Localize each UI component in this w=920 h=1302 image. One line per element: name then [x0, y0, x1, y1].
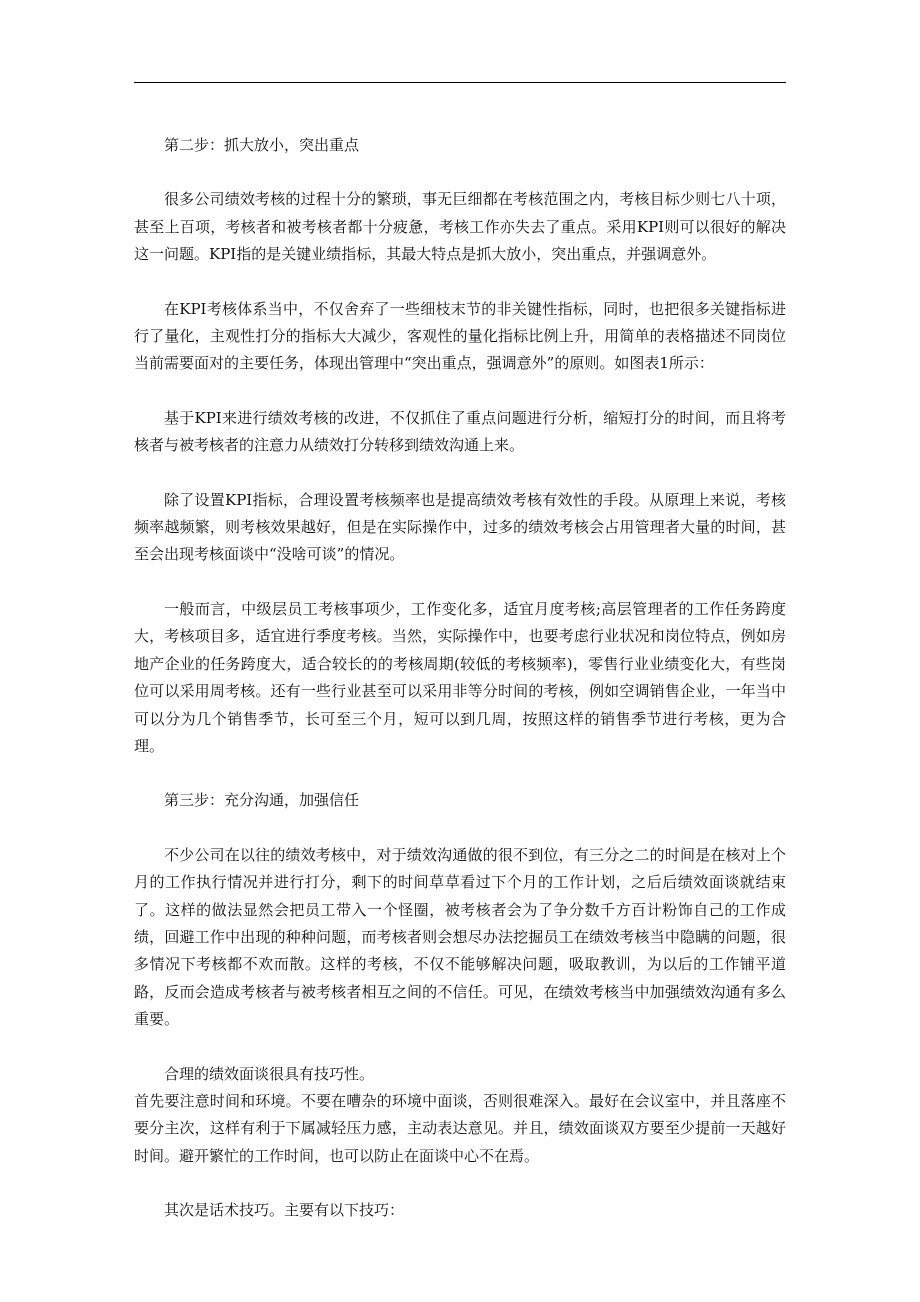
- paragraph: 在KPI考核体系当中，不仅舍弃了一些细枝末节的非关键性指标，同时，也把很多关键指标进行了量化，主观性打分的指标大大减少，客观性的量化指标比例上升，用简单的表格描述不同岗位当前需要面对的主要任务，体现出管理中“突出重点，强调意外”的原则。如图表1所示：: [134, 299, 786, 373]
- header-rule: [134, 82, 786, 83]
- paragraph: 其次是话术技巧。主要有以下技巧：: [164, 1201, 405, 1220]
- paragraph: 很多公司绩效考核的过程十分的繁琐，事无巨细都在考核范围之内，考核目标少则七八十项，甚至上百项，考核者和被考核者都十分疲惫，考核工作亦失去了重点。采用KPI则可以很好的解决这一问题。KPI指的是关键业绩指标，其最大特点是抓大放小，突出重点，并强调意外。: [134, 190, 786, 264]
- paragraph: 一般而言，中级层员工考核事项少，工作变化多，适宜月度考核;高层管理者的工作任务跨度大，考核项目多，适宜进行季度考核。当然，实际操作中，也要考虑行业状况和岗位特点，例如房地产企业的任务跨度大，适合较长的的考核周期(较低的考核频率)，零售行业业绩变化大，有些岗位可以采用周考核。还有一些行业甚至可以采用非等分时间的考核，例如空调销售企业，一年当中可以分为几个销售季节，长可至三个月，短可以到几周，按照这样的销售季节进行考核，更为合理。: [134, 599, 786, 755]
- paragraph: 基于KPI来进行绩效考核的改进，不仅抓住了重点问题进行分析，缩短打分的时间，而且将考核者与被考核者的注意力从绩效打分转移到绩效沟通上来。: [134, 408, 786, 455]
- paragraph: 合理的绩效面谈很具有技巧性。: [164, 1064, 375, 1083]
- paragraph: 不少公司在以往的绩效考核中，对于绩效沟通做的很不到位，有三分之二的时间是在核对上个月的工作执行情况并进行打分，剩下的时间草草看过下个月的工作计划，之后后绩效面谈就结束了。这样的做法显然会把员工带入一个怪圈，被考核者会为了争分数千方百计粉饰自己的工作成绩，回避工作中出现的种种问题，而考核者则会想尽办法挖掘员工在绩效考核当中隐瞒的问题，很多情况下考核都不欢而散。这样的考核，不仅不能够解决问题，吸取教训，为以后的工作铺平道路，反而会造成考核者与被考核者相互之间的不信任。可见，在绩效考核当中加强绩效沟通有多么重要。: [134, 845, 786, 1029]
- step-three-heading: 第三步：充分沟通，加强信任: [164, 791, 360, 810]
- paragraph: 首先要注意时间和环境。不要在嘈杂的环境中面谈，否则很难深入。最好在会议室中，并且落座不要分主次，这样有利于下属减轻压力感，主动表达意见。并且，绩效面谈双方要至少提前一天越好时间。避开繁忙的工作时间，也可以防止在面谈中心不在焉。: [134, 1091, 786, 1165]
- document-body: [134, 132, 786, 1252]
- paragraph: 除了设置KPI指标，合理设置考核频率也是提高绩效考核有效性的手段。从原理上来说，考核频率越频繁，则考核效果越好，但是在实际操作中，过多的绩效考核会占用管理者大量的时间，甚至会出现考核面谈中“没啥可谈”的情况。: [134, 490, 786, 564]
- step-two-heading: 第二步：抓大放小，突出重点: [164, 136, 360, 154]
